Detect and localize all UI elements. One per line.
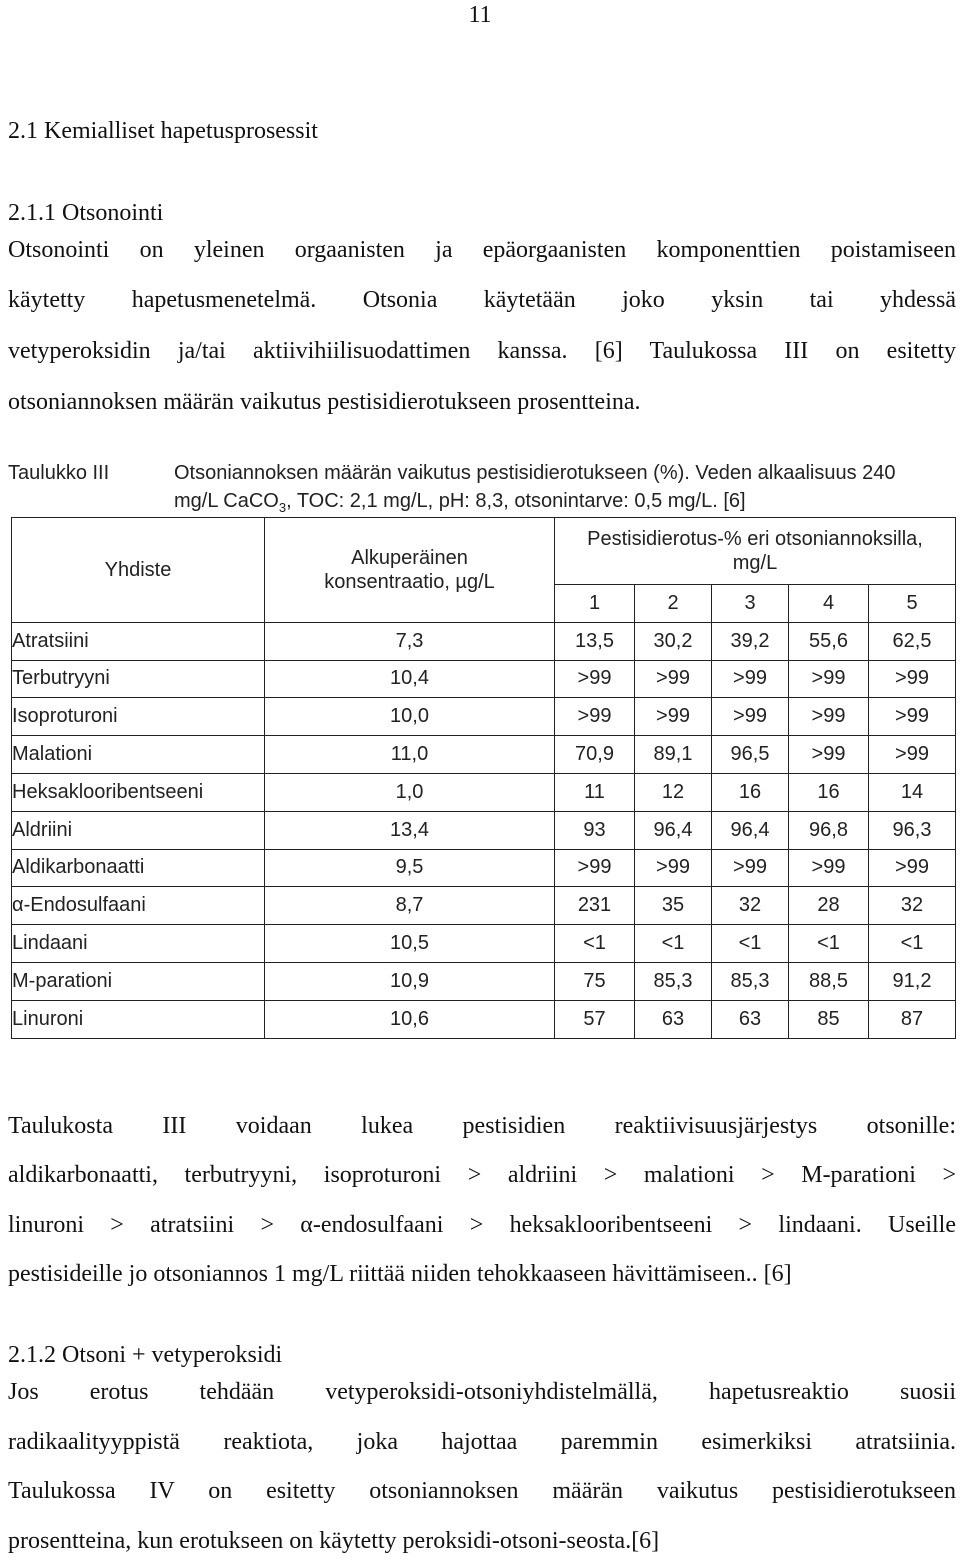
removal-value-dose-4: 16 (789, 773, 869, 811)
removal-value-dose-1: 93 (555, 811, 635, 849)
removal-value-dose-2: 96,4 (635, 811, 712, 849)
initial-concentration: 10,9 (265, 962, 555, 1000)
intro-line-4: otsoniannoksen määrän vaikutus pestisidierotukseen prosentteina. (8, 389, 641, 415)
removal-value-dose-5: 91,2 (869, 962, 956, 1000)
initial-concentration: 9,5 (265, 849, 555, 887)
removal-value-dose-5: >99 (869, 698, 956, 736)
initial-concentration: 10,6 (265, 1000, 555, 1038)
table-row (12, 773, 956, 811)
removal-value-dose-2: >99 (635, 660, 712, 698)
header-dose-4: 4 (789, 585, 869, 623)
result-line-4: pestisideille jo otsoniannos 1 mg/L riittää niiden tehokkaaseen hävittämiseen.. [6] (8, 1261, 792, 1287)
compound-name: M-parationi (12, 962, 265, 1000)
removal-value-dose-2: <1 (635, 925, 712, 963)
compound-name: α-Endosulfaani (12, 887, 265, 925)
result-line-3: linuroni > atratsiini > α-endosulfaani > heksaklooribentseeni > lindaani. Useille (8, 1212, 956, 1238)
table-body (12, 622, 956, 1038)
removal-value-dose-1: >99 (555, 698, 635, 736)
removal-value-dose-3: 32 (712, 887, 789, 925)
table-row (12, 887, 956, 925)
header-dose-1: 1 (555, 585, 635, 623)
header-dose-5: 5 (869, 585, 956, 623)
removal-value-dose-5: >99 (869, 849, 956, 887)
header-compound: Yhdiste (12, 518, 265, 623)
removal-value-dose-2: >99 (635, 698, 712, 736)
removal-value-dose-4: >99 (789, 849, 869, 887)
removal-value-dose-3: 39,2 (712, 622, 789, 660)
removal-value-dose-3: 85,3 (712, 962, 789, 1000)
removal-value-dose-5: 62,5 (869, 622, 956, 660)
removal-value-dose-4: 85 (789, 1000, 869, 1038)
compound-name: Heksaklooribentseeni (12, 773, 265, 811)
intro-line-2: käytetty hapetusmenetelmä. Otsonia käytetään joko yksin tai yhdessä (8, 287, 956, 313)
removal-value-dose-1: 231 (555, 887, 635, 925)
removal-value-dose-5: 14 (869, 773, 956, 811)
subsection-1-title: 2.1.1 Otsonointi (8, 200, 164, 226)
removal-value-dose-3: >99 (712, 849, 789, 887)
result-line-2: aldikarbonaatti, terbutryyni, isoproturoni > aldriini > malationi > M-parationi > (8, 1162, 956, 1188)
compound-name: Malationi (12, 736, 265, 774)
table-row (12, 811, 956, 849)
initial-concentration: 11,0 (265, 736, 555, 774)
initial-concentration: 10,0 (265, 698, 555, 736)
initial-concentration: 10,5 (265, 925, 555, 963)
removal-value-dose-5: 96,3 (869, 811, 956, 849)
removal-value-dose-5: >99 (869, 736, 956, 774)
peroxide-line-3: Taulukossa IV on esitetty otsoniannoksen määrän vaikutus pestisidierotukseen (8, 1478, 956, 1504)
removal-value-dose-1: 13,5 (555, 622, 635, 660)
removal-value-dose-4: >99 (789, 736, 869, 774)
table-row (12, 1000, 956, 1038)
table-caption-line-1: Otsoniannoksen määrän vaikutus pestisidierotukseen (%). Veden alkaalisuus 240 (174, 462, 896, 484)
table-caption-line-2: mg/L CaCO$_3$, TOC: 2,1 mg/L, pH: 8,3, otsonintarve: 0,5 mg/L. [6] (174, 490, 746, 515)
header-dose-3: 3 (712, 585, 789, 623)
removal-value-dose-2: 63 (635, 1000, 712, 1038)
peroxide-line-1: Jos erotus tehdään vetyperoksidi-otsoniyhdistelmällä, hapetusreaktio suosii (8, 1379, 956, 1405)
removal-value-dose-2: >99 (635, 849, 712, 887)
removal-value-dose-1: <1 (555, 925, 635, 963)
compound-name: Atratsiini (12, 622, 265, 660)
peroxide-line-4: prosentteina, kun erotukseen on käytetty peroksidi-otsoni-seosta.[6] (8, 1528, 660, 1554)
header-initial-concentration: Alkuperäinen konsentraatio, µg/L (265, 518, 555, 623)
intro-line-1: Otsonointi on yleinen orgaanisten ja epäorgaanisten komponenttien poistamiseen (8, 237, 956, 263)
removal-value-dose-3: 96,4 (712, 811, 789, 849)
table-row (12, 622, 956, 660)
section-heading: 2.1 Kemialliset hapetusprosessit (8, 118, 318, 144)
removal-value-dose-2: 85,3 (635, 962, 712, 1000)
ozone-dose-table (11, 517, 956, 1039)
result-line-1: Taulukosta III voidaan lukea pestisidien reaktiivisuusjärjestys otsonille: (8, 1113, 956, 1139)
compound-name: Aldikarbonaatti (12, 849, 265, 887)
compound-name: Linuroni (12, 1000, 265, 1038)
table-row (12, 660, 956, 698)
removal-value-dose-4: 28 (789, 887, 869, 925)
initial-concentration: 1,0 (265, 773, 555, 811)
removal-value-dose-3: >99 (712, 698, 789, 736)
initial-concentration: 13,4 (265, 811, 555, 849)
removal-value-dose-4: <1 (789, 925, 869, 963)
removal-value-dose-1: >99 (555, 660, 635, 698)
removal-value-dose-4: >99 (789, 660, 869, 698)
intro-line-3: vetyperoksidin ja/tai aktiivihiilisuodattimen kanssa. [6] Taulukossa III on esitetty (8, 338, 956, 364)
header-dose-2: 2 (635, 585, 712, 623)
removal-value-dose-3: <1 (712, 925, 789, 963)
removal-value-dose-3: 16 (712, 773, 789, 811)
removal-value-dose-5: >99 (869, 660, 956, 698)
initial-concentration: 7,3 (265, 622, 555, 660)
removal-value-dose-3: >99 (712, 660, 789, 698)
removal-value-dose-1: 57 (555, 1000, 635, 1038)
removal-value-dose-1: 11 (555, 773, 635, 811)
initial-concentration: 10,4 (265, 660, 555, 698)
removal-value-dose-4: 88,5 (789, 962, 869, 1000)
removal-value-dose-2: 89,1 (635, 736, 712, 774)
removal-value-dose-1: 75 (555, 962, 635, 1000)
removal-value-dose-5: 32 (869, 887, 956, 925)
removal-value-dose-2: 30,2 (635, 622, 712, 660)
page-number: 11 (468, 2, 492, 28)
header-removal-percent: Pestisidierotus-% eri otsoniannoksilla, mg/L (555, 518, 956, 585)
removal-value-dose-2: 35 (635, 887, 712, 925)
removal-value-dose-4: 96,8 (789, 811, 869, 849)
table-row (12, 925, 956, 963)
removal-value-dose-4: >99 (789, 698, 869, 736)
table-row (12, 736, 956, 774)
removal-value-dose-3: 96,5 (712, 736, 789, 774)
removal-value-dose-2: 12 (635, 773, 712, 811)
removal-value-dose-4: 55,6 (789, 622, 869, 660)
compound-name: Lindaani (12, 925, 265, 963)
compound-name: Isoproturoni (12, 698, 265, 736)
table-row (12, 698, 956, 736)
removal-value-dose-3: 63 (712, 1000, 789, 1038)
subsection-2-title: 2.1.2 Otsoni + vetyperoksidi (8, 1342, 283, 1368)
peroxide-line-2: radikaalityyppistä reaktiota, joka hajottaa paremmin esimerkiksi atratsiinia. (8, 1429, 956, 1455)
removal-value-dose-1: >99 (555, 849, 635, 887)
removal-value-dose-1: 70,9 (555, 736, 635, 774)
compound-name: Terbutryyni (12, 660, 265, 698)
removal-value-dose-5: <1 (869, 925, 956, 963)
table-caption-label: Taulukko III (8, 462, 110, 484)
removal-value-dose-5: 87 (869, 1000, 956, 1038)
compound-name: Aldriini (12, 811, 265, 849)
table-row (12, 849, 956, 887)
table-row (12, 962, 956, 1000)
initial-concentration: 8,7 (265, 887, 555, 925)
